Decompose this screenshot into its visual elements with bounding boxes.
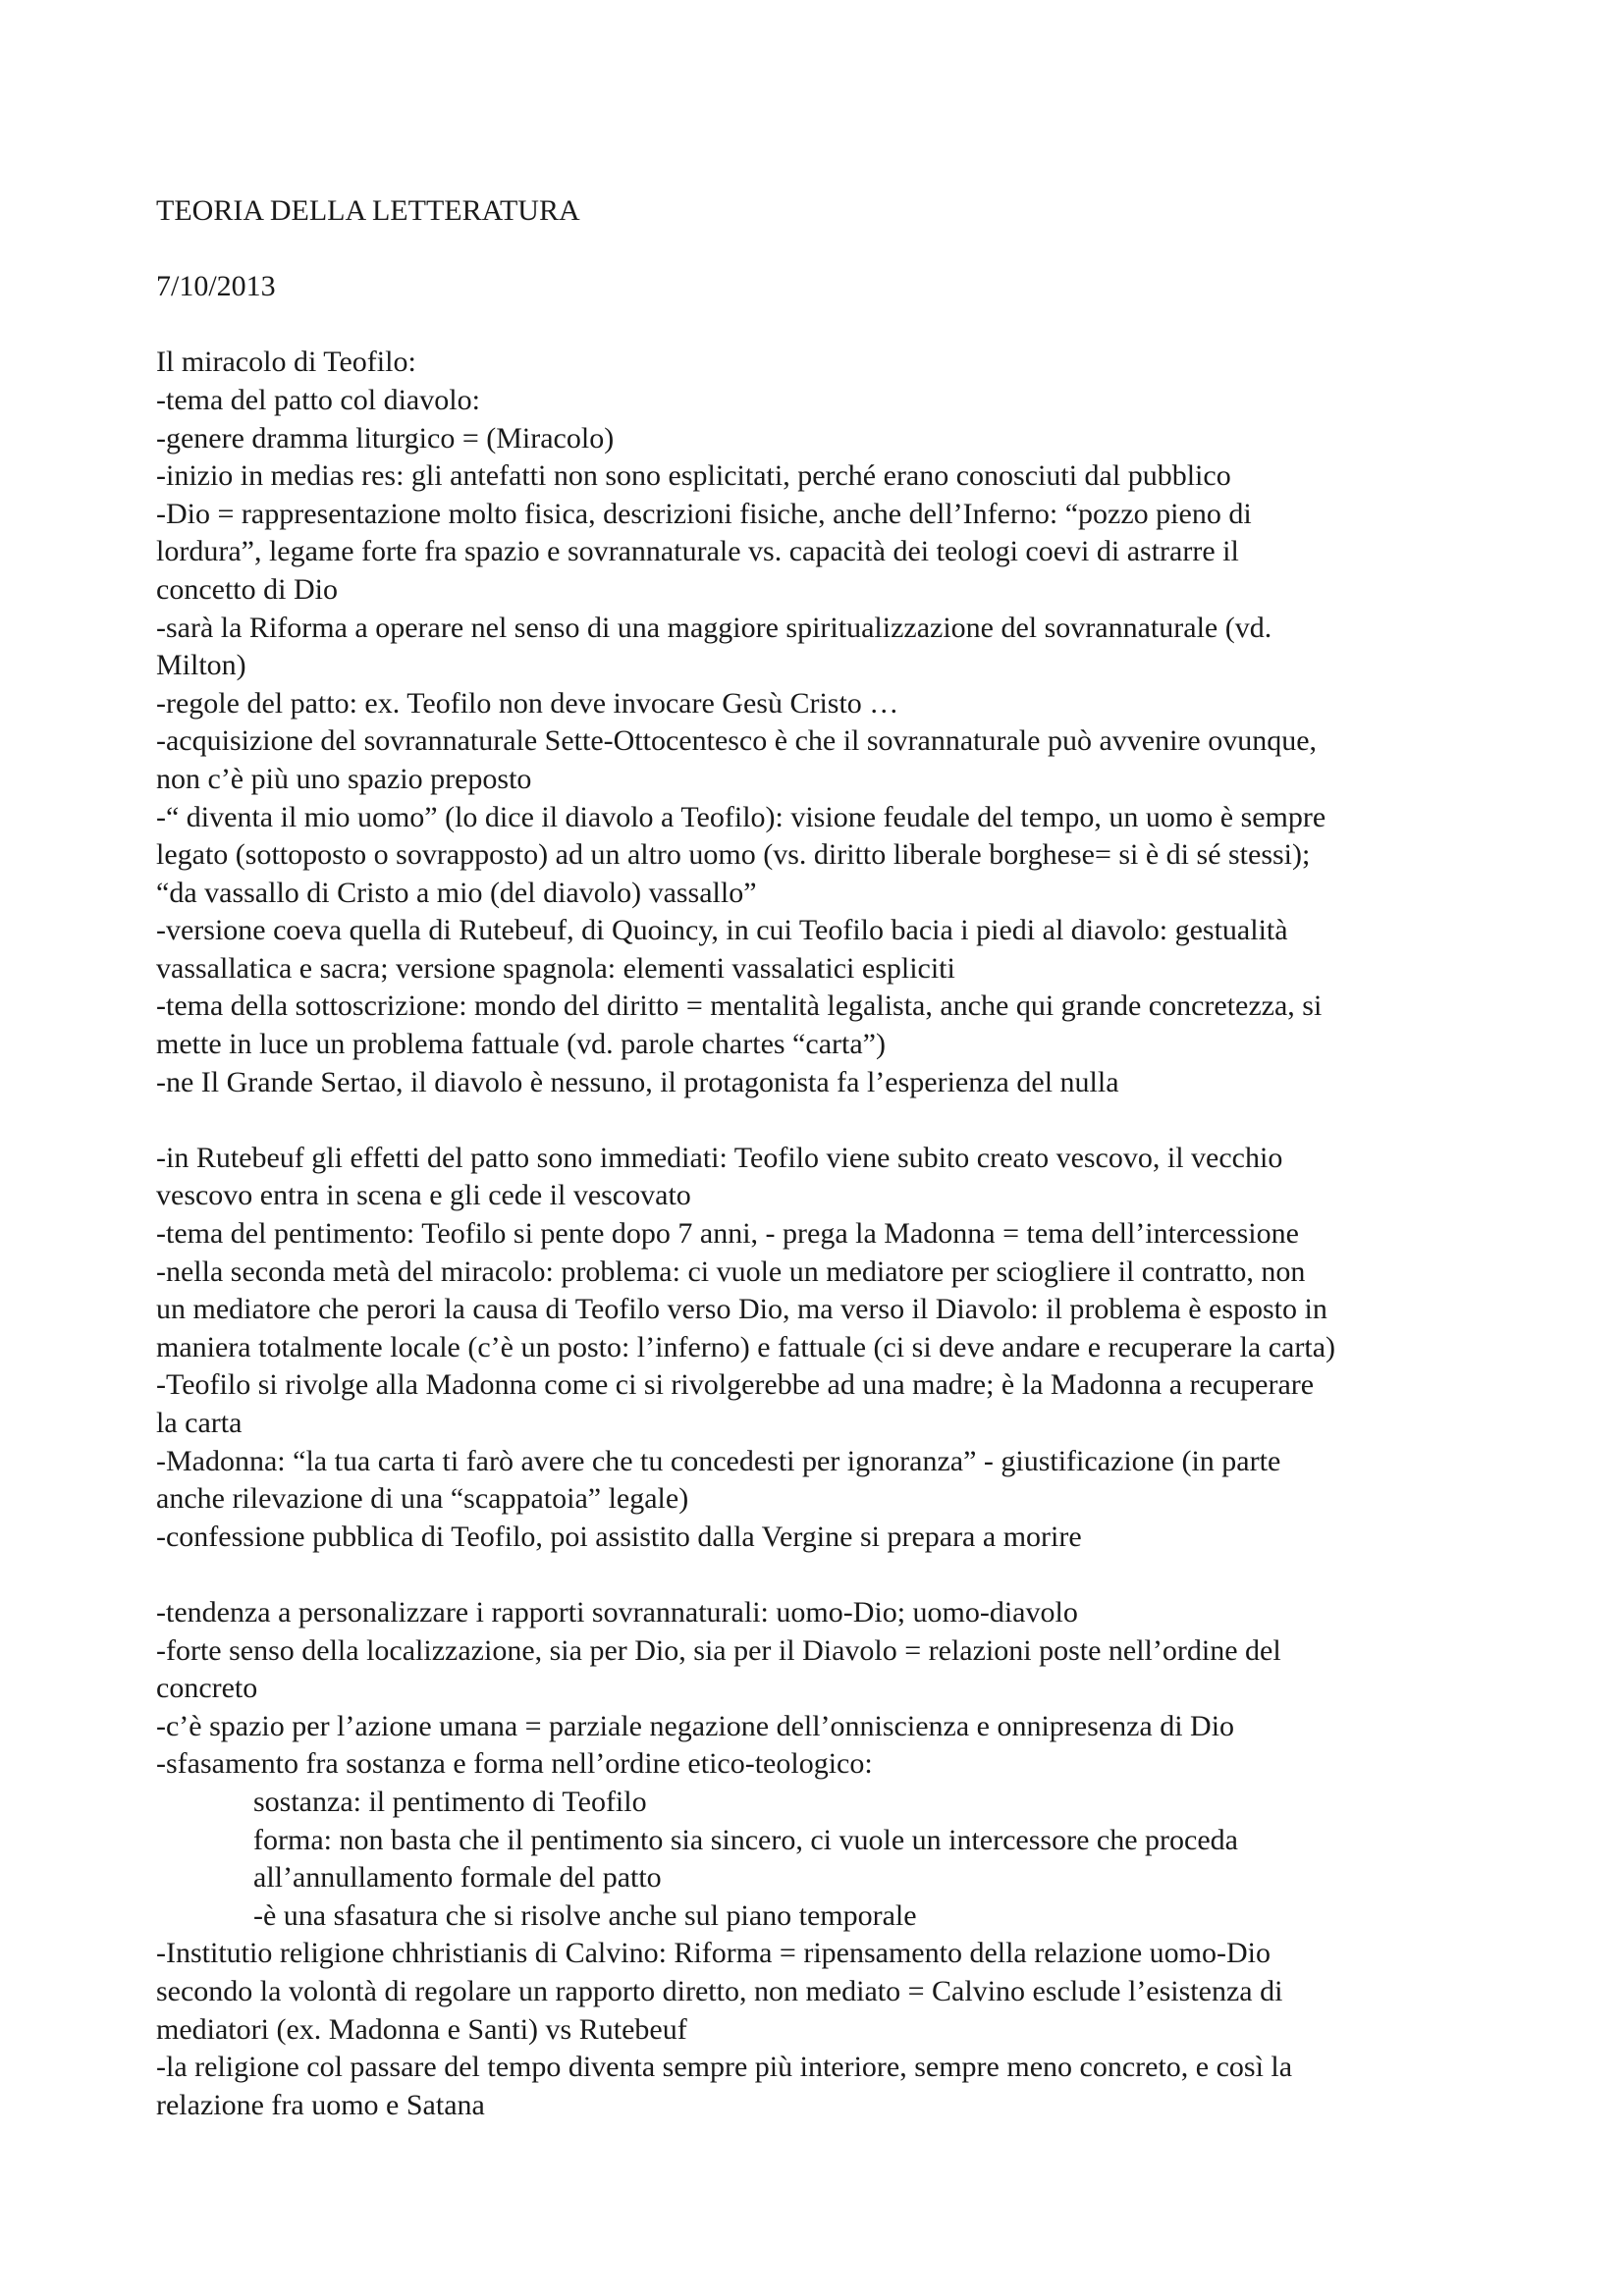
text-line: -Teofilo si rivolge alla Madonna come ci si rivolgerebbe ad una madre; è la Madonna a recuperare [156,1368,1315,1402]
text-line: -la religione col passare del tempo diventa sempre più interiore, sempre meno concreto, e così la [156,2051,1293,2084]
text-line: -versione coeva quella di Rutebeuf, di Quoincy, in cui Teofilo bacia i piedi al diavolo: gestualità [156,914,1288,947]
text-line: Il miracolo di Teofilo: [156,346,416,379]
document-title: TEORIA DELLA LETTERATURA [156,194,580,227]
indented-line: all’annullamento formale del patto [253,1861,662,1895]
text-line: -ne Il Grande Sertao, il diavolo è nessuno, il protagonista fa l’esperienza del nulla [156,1065,1119,1098]
text-line: -genere dramma liturgico = (Miracolo) [156,421,615,454]
text-line: -in Rutebeuf gli effetti del patto sono immediati: Teofilo viene subito creato vescovo, il vecchio [156,1141,1283,1174]
section-teofilo-intro [156,344,1491,1101]
text-line: -tendenza a personalizzare i rapporti sovrannaturali: uomo-Dio; uomo-diavolo [156,1595,1078,1629]
document-date: 7/10/2013 [156,270,276,303]
text-line: -tema del patto col diavolo: [156,383,480,416]
section-conclusions [156,1594,1491,2124]
text-line: vassallatica e sacra; versione spagnola: elementi vassalatici espliciti [156,951,955,985]
section-rutebeuf [156,1140,1491,1557]
text-line: -inizio in medias res: gli antefatti non sono esplicitati, perché erano conosciuti dal pubblico [156,459,1231,493]
text-line: -c’è spazio per l’azione umana = parziale negazione dell’onniscienza e onnipresenza di Dio [156,1709,1235,1742]
text-line: -forte senso della localizzazione, sia per Dio, sia per il Diavolo = relazioni poste nell’ordine del [156,1633,1281,1667]
text-line: concreto [156,1672,258,1705]
text-line: -nella seconda metà del miracolo: problema: ci vuole un mediatore per sciogliere il contratto, non [156,1255,1306,1288]
spacer [156,1556,1491,1594]
indented-line: -è una sfasatura che si risolve anche sul piano temporale [253,1898,917,1932]
text-line: -confessione pubblica di Teofilo, poi assistito dalla Vergine si prepara a morire [156,1520,1082,1553]
text-line: anche rilevazione di una “scappatoia” legale) [156,1482,689,1516]
text-line: non c’è più uno spazio preposto [156,762,532,795]
text-line: -sarà la Riforma a operare nel senso di una maggiore spiritualizzazione del sovrannaturale (vd. [156,611,1272,644]
spacer [156,306,1491,345]
document-body [156,192,1491,2124]
text-line: legato (sottoposto o sovrapposto) ad un altro uomo (vs. diritto liberale borghese= si è di sé stessi); [156,838,1311,872]
text-line: -regole del patto: ex. Teofilo non deve invocare Gesù Cristo … [156,686,899,720]
text-line: vescovo entra in scena e gli cede il vescovato [156,1179,691,1212]
text-line: mediatori (ex. Madonna e Santi) vs Rutebeuf [156,2012,687,2046]
spacer [156,1101,1491,1140]
text-line: mette in luce un problema fattuale (vd. parole chartes “carta”) [156,1028,886,1061]
text-line: -sfasamento fra sostanza e forma nell’ordine etico-teologico: [156,1747,873,1781]
spacer [156,231,1491,269]
text-line: -Dio = rappresentazione molto fisica, descrizioni fisiche, anche dell’Inferno: “pozzo pieno di [156,497,1252,530]
text-line: -tema del pentimento: Teofilo si pente dopo 7 anni, - prega la Madonna = tema dell’intercessione [156,1217,1299,1251]
text-line: concetto di Dio [156,572,338,606]
text-line: -“ diventa il mio uomo” (lo dice il diavolo a Teofilo): visione feudale del tempo, un uomo è sempre [156,800,1326,833]
text-line: lordura”, legame forte fra spazio e sovrannaturale vs. capacità dei teologi coevi di astrarre il [156,535,1239,568]
indented-line: forma: non basta che il pentimento sia sincero, ci vuole un intercessore che proceda [253,1823,1238,1856]
text-line: -Madonna: “la tua carta ti farò avere che tu concedesti per ignoranza” - giustificazione (in parte [156,1444,1281,1477]
text-line: la carta [156,1407,243,1439]
text-line: -Institutio religione chhristianis di Calvino: Riforma = ripensamento della relazione uomo-Dio [156,1937,1271,1970]
indented-line: sostanza: il pentimento di Teofilo [253,1785,647,1818]
text-line: un mediatore che perori la causa di Teofilo verso Dio, ma verso il Diavolo: il problema è esposto in [156,1293,1327,1326]
text-line: relazione fra uomo e Satana [156,2088,485,2121]
text-line: -acquisizione del sovrannaturale Sette-Ottocentesco è che il sovrannaturale può avvenire ovunque, [156,724,1318,758]
text-line: -tema della sottoscrizione: mondo del diritto = mentalità legalista, anche qui grande concretezza, si [156,989,1323,1023]
text-line: “da vassallo di Cristo a mio (del diavolo) vassallo” [156,876,757,909]
text-line: Milton) [156,649,246,682]
text-line: maniera totalmente locale (c’è un posto: l’inferno) e fattuale (ci si deve andare e recuperare la carta) [156,1330,1335,1363]
text-line: secondo la volontà di regolare un rapporto diretto, non mediato = Calvino esclude l’esistenza di [156,1974,1283,2007]
